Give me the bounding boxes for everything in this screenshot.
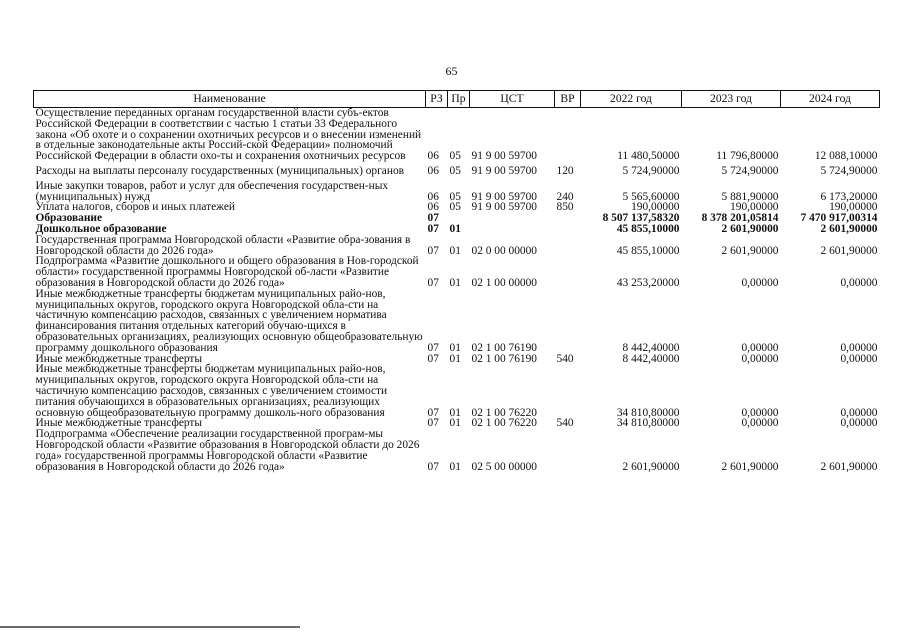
cell-rz: 07 (427, 341, 439, 354)
table-row (34, 162, 880, 177)
cell-2022: 45 855,10000 (616, 222, 680, 235)
cell-2022: 8 507 137,58320 (602, 212, 680, 225)
cell-name: Подпрограмма «Обеспечение реализации государственной програм-мы Новгородской области «Развитие образования в Новгородской области до 2026 года» государственной программы Новгородской области «Развитие образования в Новгородской области до 2026 года» (35, 428, 420, 473)
cell-cst: 02 1 00 76220 (471, 406, 537, 419)
cell-name: Иные межбюджетные трансферты (35, 352, 203, 365)
cell-rz: 06 (427, 190, 439, 203)
header-name: Наименование (34, 91, 426, 108)
cell-cst (470, 213, 555, 224)
cell-2023: 0,00000 (741, 276, 779, 289)
cell-2024: 2 601,90000 (820, 244, 878, 257)
header-2024: 2024 год (781, 91, 880, 108)
cell-name: Иные межбюджетные трансферты бюджетам муниципальных райо-нов, муниципальных округов, городского округа Новгородской обла-сти на частичную компенсацию расходов, связанных с увеличением стоимости питания обучающихся в образовательных организациях, реализующих основную общеобразовательную программу дошколь-ного образования (35, 363, 388, 419)
cell-name: Образование (35, 212, 103, 225)
cell-2022: 34 810,80000 (616, 406, 680, 419)
table-row (34, 429, 880, 472)
cell-2024: 0,00000 (840, 341, 878, 354)
cell-cst: 02 1 00 76190 (471, 352, 537, 365)
cell-2024: 5 724,90000 (820, 164, 878, 177)
cell-pr: 01 (449, 222, 461, 235)
cell-2024: 0,00000 (840, 276, 878, 289)
cell-pr: 01 (449, 276, 461, 289)
cell-2023: 0,00000 (741, 352, 779, 365)
cell-cst: 02 1 00 76190 (471, 341, 537, 354)
cell-2023: 11 796,80000 (716, 150, 779, 163)
cell-rz: 06 (427, 150, 439, 163)
cell-2022: 5 565,60000 (622, 190, 680, 203)
cell-cst (470, 224, 555, 235)
cell-cst: 02 0 00 00000 (471, 244, 537, 257)
table-row (34, 289, 880, 354)
cell-cst: 02 1 00 76220 (471, 417, 537, 430)
cell-vr (555, 213, 581, 224)
cell-pr: 05 (449, 150, 461, 163)
table-row (34, 256, 880, 288)
cell-cst: 91 9 00 59700 (471, 190, 537, 203)
cell-pr: 01 (449, 460, 461, 473)
cell-pr: 01 (449, 352, 461, 365)
header-pr: Пр (448, 91, 470, 108)
cell-2022: 8 442,40000 (622, 341, 680, 354)
cell-rz: 07 (427, 276, 439, 289)
cell-rz: 06 (427, 201, 439, 214)
cell-2024: 190,00000 (829, 201, 878, 214)
cell-rz: 07 (427, 352, 439, 365)
cell-2024: 0,00000 (840, 417, 878, 430)
cell-2022: 34 810,80000 (616, 417, 680, 430)
budget-table (33, 90, 880, 472)
table-row (34, 235, 880, 257)
cell-vr: 540 (556, 417, 574, 430)
cell-rz: 07 (427, 406, 439, 419)
cell-name: Иные закупки товаров, работ и услуг для обеспечения государствен-ных (муниципальных) нужд (35, 179, 389, 203)
cell-2022: 45 855,10000 (616, 244, 680, 257)
cell-2024: 2 601,90000 (820, 460, 878, 473)
cell-2023: 0,00000 (741, 341, 779, 354)
cell-2024: 6 173,20000 (820, 190, 878, 203)
cell-2024: 0,00000 (840, 352, 878, 365)
cell-2022: 43 253,20000 (616, 276, 680, 289)
cell-2024: 2 601,90000 (820, 222, 878, 235)
cell-vr: 240 (556, 190, 574, 203)
cell-vr (555, 289, 581, 354)
cell-2023: 2 601,90000 (721, 460, 779, 473)
cell-2024: 12 088,10000 (814, 150, 878, 163)
cell-2022: 8 442,40000 (622, 352, 680, 365)
cell-cst: 91 9 00 59700 (471, 164, 537, 177)
cell-name: Уплата налогов, сборов и иных платежей (35, 201, 235, 214)
cell-vr (555, 224, 581, 235)
cell-2023: 8 378 201,05814 (701, 212, 779, 225)
header-2022: 2022 год (581, 91, 682, 108)
cell-cst: 02 1 00 00000 (471, 276, 537, 289)
cell-name: Подпрограмма «Развитие дошкольного и общего образования в Нов-городской области» государственной программы Новгородской об-ласти «Развитие образования в Новгородской области до 2026 года» (35, 255, 419, 289)
cell-2024: 0,00000 (840, 406, 878, 419)
header-2023: 2023 год (682, 91, 781, 108)
table-row (34, 177, 880, 203)
cell-name: Государственная программа Новгородской области «Развитие обра-зования в Новгородской области до 2026 года» (35, 233, 411, 257)
cell-vr (555, 108, 581, 162)
cell-rz: 07 (427, 222, 439, 235)
cell-2022: 190,00000 (631, 201, 680, 214)
table-row (34, 364, 880, 418)
cell-pr: 01 (449, 406, 461, 419)
cell-2023: 0,00000 (741, 406, 779, 419)
cell-2023: 5 724,90000 (721, 164, 779, 177)
cell-pr: 05 (449, 201, 461, 214)
cell-vr: 850 (556, 201, 574, 214)
cell-name: Расходы на выплаты персоналу государственных (муниципальных) органов (35, 164, 405, 177)
cell-vr (555, 235, 581, 257)
cell-rz: 07 (427, 460, 439, 473)
cell-name: Дошкольное образование (35, 222, 167, 235)
cell-cst: 91 9 00 59700 (471, 201, 537, 214)
bottom-rule (0, 626, 300, 628)
cell-pr: 05 (449, 190, 461, 203)
cell-cst: 02 5 00 00000 (471, 460, 537, 473)
header-vr: ВР (555, 91, 581, 108)
cell-name: Осуществление переданных органам государственной власти субъ-ектов Российской Федерации в соответствии с частью 1 статьи 33 Федерального закона «Об охоте и о сохранении охотничьих ресурсов и о внесении изменений в отдельные законодательные акты Россий-ской Федерации» полномочий Российской Федерации в области охо-ты и сохранения охотничьих ресурсов (35, 107, 422, 163)
cell-2022: 11 480,50000 (617, 150, 680, 163)
cell-2024: 7 470 917,00314 (800, 212, 878, 225)
cell-vr (555, 256, 581, 288)
cell-2023: 2 601,90000 (721, 244, 779, 257)
cell-vr: 120 (556, 164, 574, 177)
cell-vr (555, 429, 581, 472)
cell-2022: 2 601,90000 (622, 460, 680, 473)
table-body (34, 108, 880, 473)
cell-2022: 5 724,90000 (622, 164, 680, 177)
cell-pr: 01 (449, 244, 461, 257)
table-row (34, 108, 880, 162)
cell-pr: 01 (449, 341, 461, 354)
cell-2023: 190,00000 (730, 201, 779, 214)
cell-2023: 0,00000 (741, 417, 779, 430)
cell-cst: 91 9 00 59700 (471, 150, 537, 163)
cell-vr (555, 364, 581, 418)
header-cst: ЦСТ (470, 91, 555, 108)
cell-name: Иные межбюджетные трансферты (35, 417, 203, 430)
cell-2023: 2 601,90000 (721, 222, 779, 235)
cell-name: Иные межбюджетные трансферты бюджетам муниципальных райо-нов, муниципальных округов, городского округа Новгородской обла-сти на частичную компенсацию расходов, связанных с увеличением норматива финансирования питания отдельных категорий обучаю-щихся в образовательных организациях, реализующих основную общеобразовательную программу дошкольного образования (35, 287, 423, 354)
cell-rz: 06 (427, 164, 439, 177)
cell-pr: 01 (449, 417, 461, 430)
page-number: 65 (445, 64, 458, 78)
cell-pr: 05 (449, 164, 461, 177)
cell-rz: 07 (427, 417, 439, 430)
header-rz: РЗ (426, 91, 448, 108)
cell-2023: 5 881,90000 (721, 190, 779, 203)
cell-rz: 07 (427, 244, 439, 257)
cell-vr: 540 (556, 352, 574, 365)
table-header-row (34, 91, 880, 108)
cell-rz: 07 (427, 212, 439, 225)
